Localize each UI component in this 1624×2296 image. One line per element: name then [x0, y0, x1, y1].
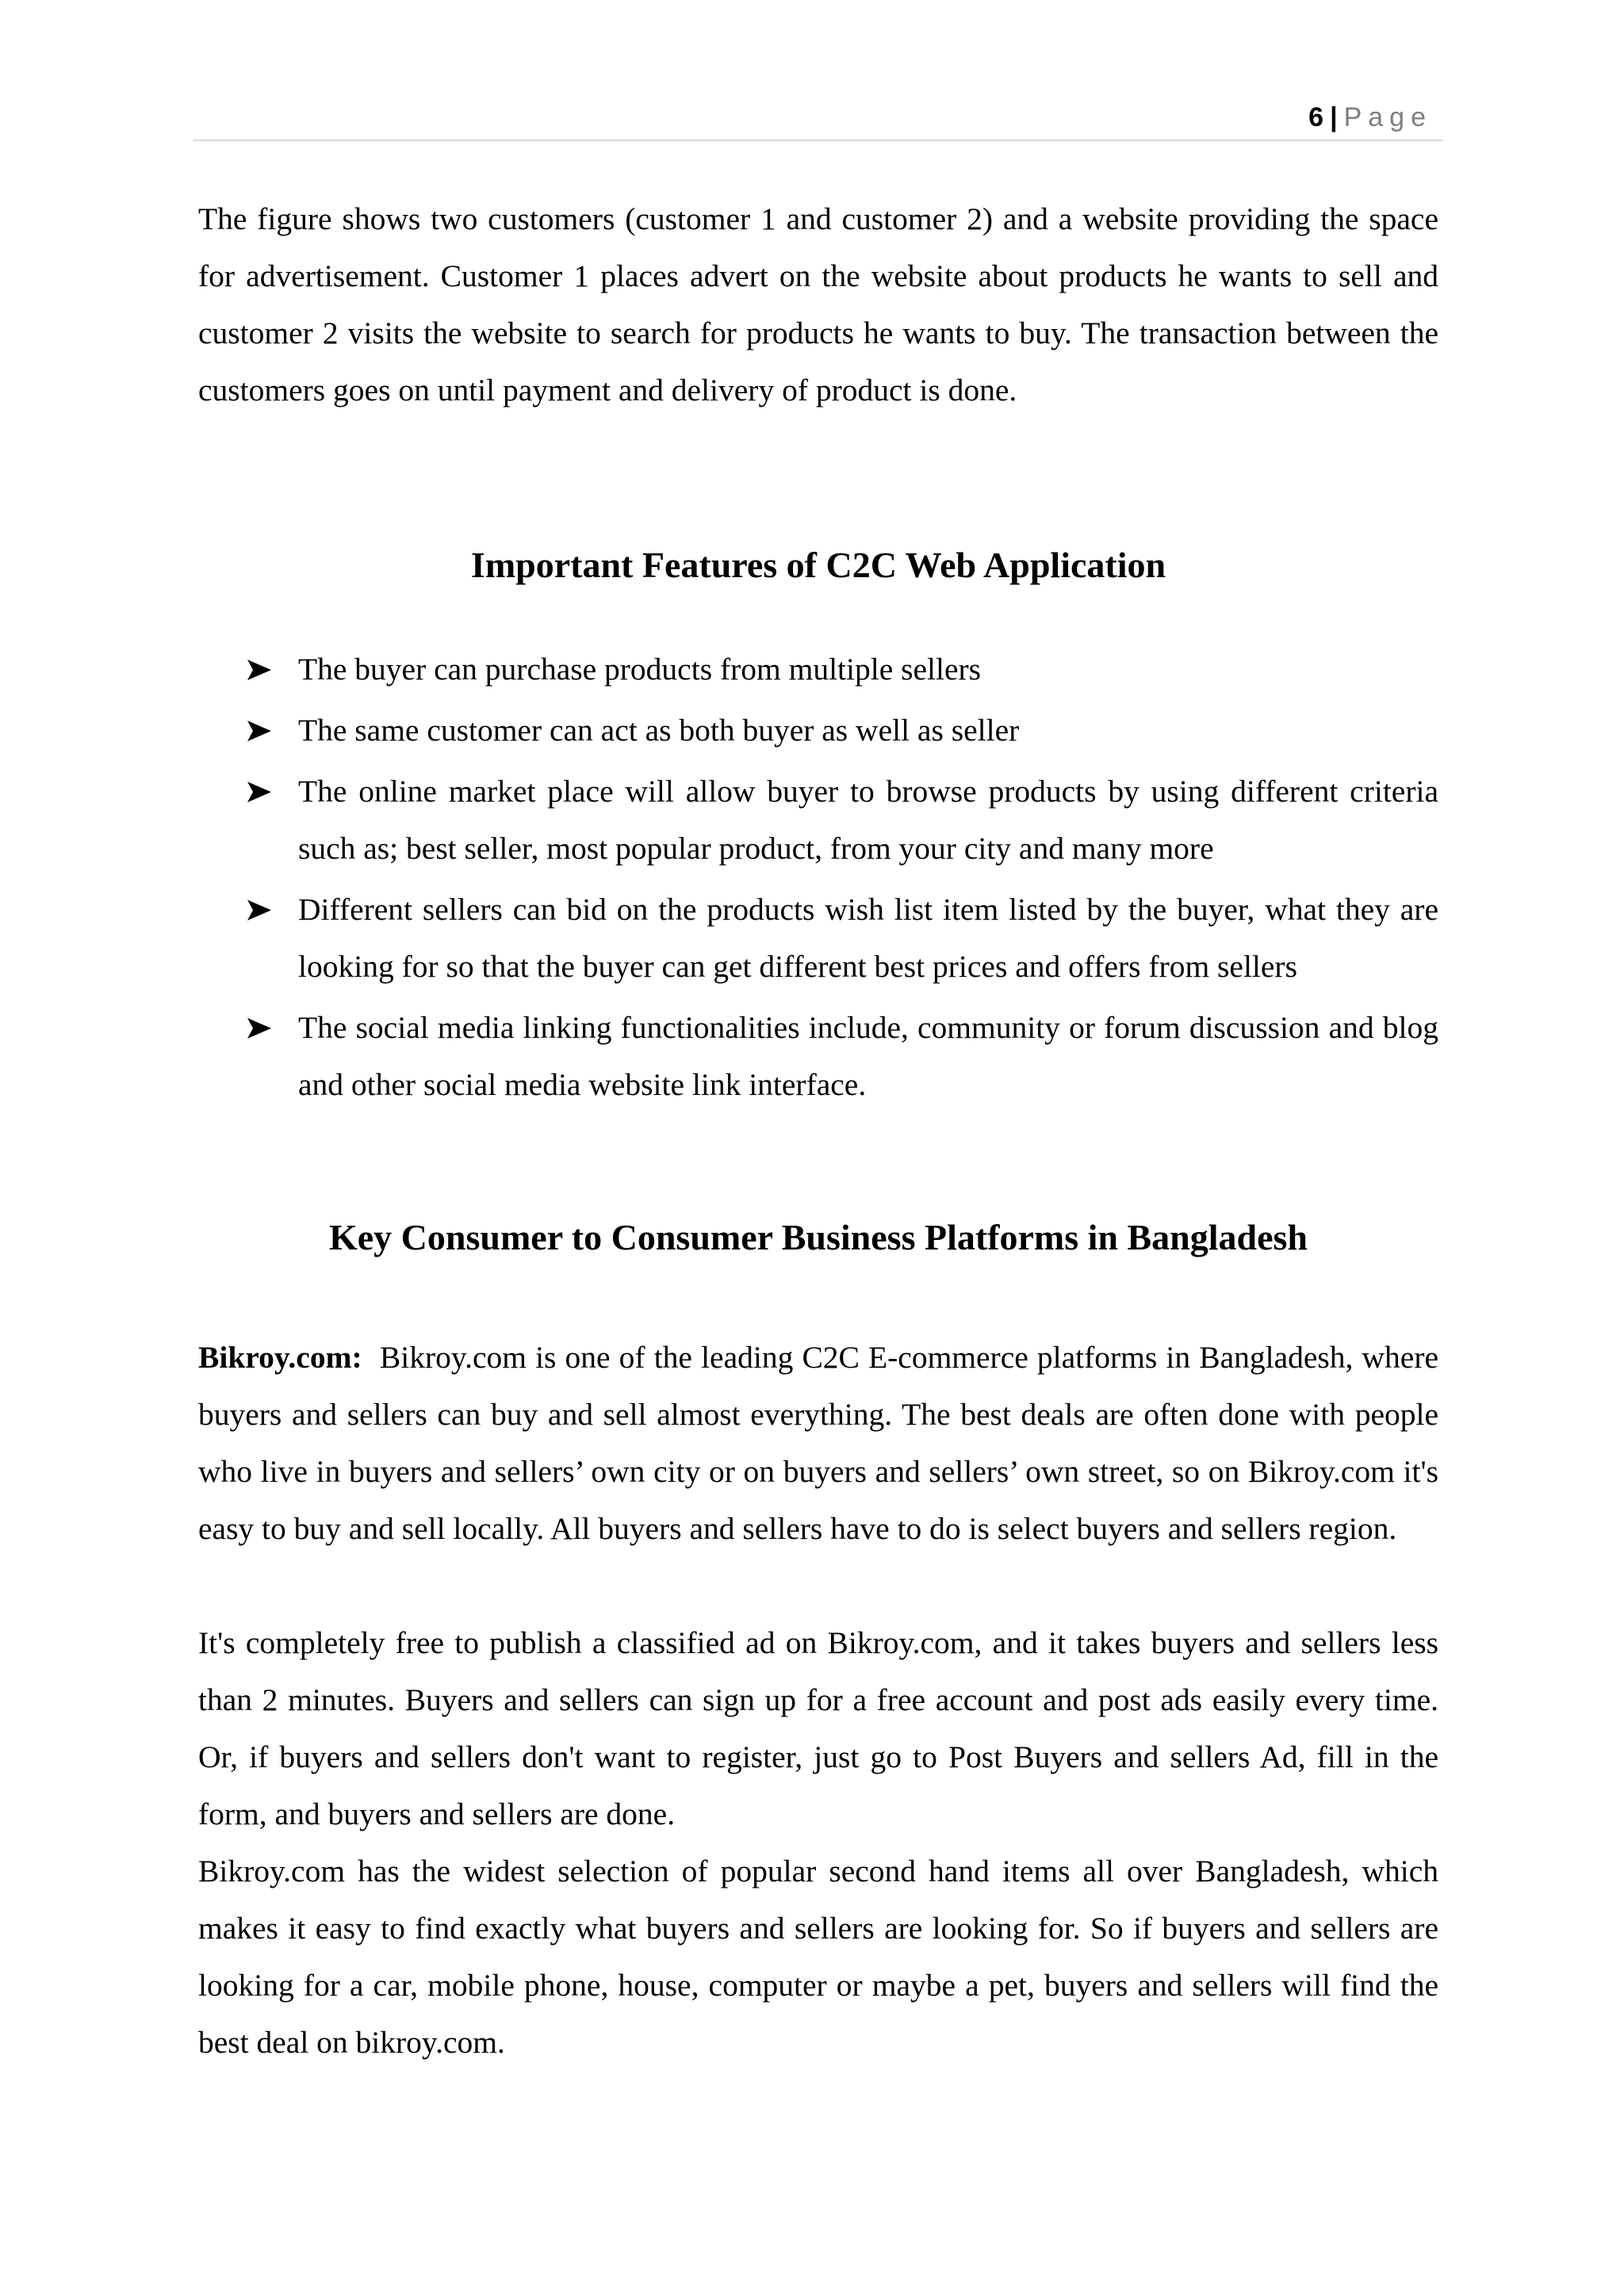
arrowhead-bullet-icon	[246, 780, 273, 804]
feature-item	[246, 999, 1438, 1113]
page-number	[1308, 101, 1432, 133]
bikroy-label: Bikroy.com:	[198, 1340, 362, 1375]
intro-paragraph: The figure shows two customers (customer 1 and customer 2) and a website providing the space for advertisement. Customer 1 places advert on the website about products he wants to sell and customer 2 visits the website to search for products he wants to buy. The transaction between the customers goes on until payment and delivery of product is done.	[198, 201, 1438, 408]
bikroy-paragraph-3: Bikroy.com has the widest selection of popular second hand items all over Bangladesh, which makes it easy to find exactly what buyers and sellers are looking for. So if buyers and sellers are looking for a car, mobile phone, house, computer or maybe a pet, buyers and sellers will find the best deal on bikroy.com.	[198, 1854, 1438, 2060]
page-number-separator: |	[1330, 102, 1338, 132]
feature-item	[246, 881, 1438, 995]
feature-item	[246, 763, 1438, 877]
feature-text: The online market place will allow buyer to browse products by using different criteria such as; best seller, most popular product, from your city and many more	[298, 774, 1438, 866]
arrowhead-bullet-icon	[246, 658, 273, 682]
arrowhead-bullet-icon	[246, 1016, 273, 1040]
feature-text: Different sellers can bid on the products wish list item listed by the buyer, what they are looking for so that the buyer can get different best prices and offers from sellers	[298, 892, 1438, 984]
feature-text: The buyer can purchase products from multiple sellers	[298, 652, 982, 687]
feature-text: The social media linking functionalities include, community or forum discussion and blog and other social media website link interface.	[298, 1010, 1438, 1102]
features-list	[246, 641, 1438, 1117]
arrowhead-bullet-icon	[246, 898, 273, 922]
page-header	[193, 101, 1443, 141]
page-word: Page	[1343, 102, 1432, 132]
feature-item	[246, 641, 1438, 698]
bikroy-paragraph-2: It's completely free to publish a classified ad on Bikroy.com, and it takes buyers and sellers less than 2 minutes. Buyers and sellers can sign up for a free account and post ads easily every time. Or, if buyers and sellers don't want to register, just go to Post Buyers and sellers Ad, fill in the form, and buyers and sellers are done.	[198, 1625, 1438, 1831]
bikroy-paragraph-1	[198, 1329, 1438, 1557]
feature-item	[246, 702, 1438, 759]
page-number-value: 6	[1308, 102, 1324, 132]
platforms-heading: Key Consumer to Consumer Business Platforms in Bangladesh	[328, 1217, 1308, 1257]
feature-text: The same customer can act as both buyer as well as seller	[298, 713, 1020, 748]
bikroy-paragraph-1-text: Bikroy.com is one of the leading C2C E-commerce platforms in Bangladesh, where buyers and sellers can buy and sell almost everything. The best deals are often done with people who live in buyers and sellers’ own city or on buyers and sellers’ own street, so on Bikroy.com it's easy to buy and sell locally. All buyers and sellers have to do is select buyers and sellers region.	[198, 1340, 1439, 1546]
features-heading: Important Features of C2C Web Application	[470, 545, 1166, 585]
arrowhead-bullet-icon	[246, 719, 273, 743]
